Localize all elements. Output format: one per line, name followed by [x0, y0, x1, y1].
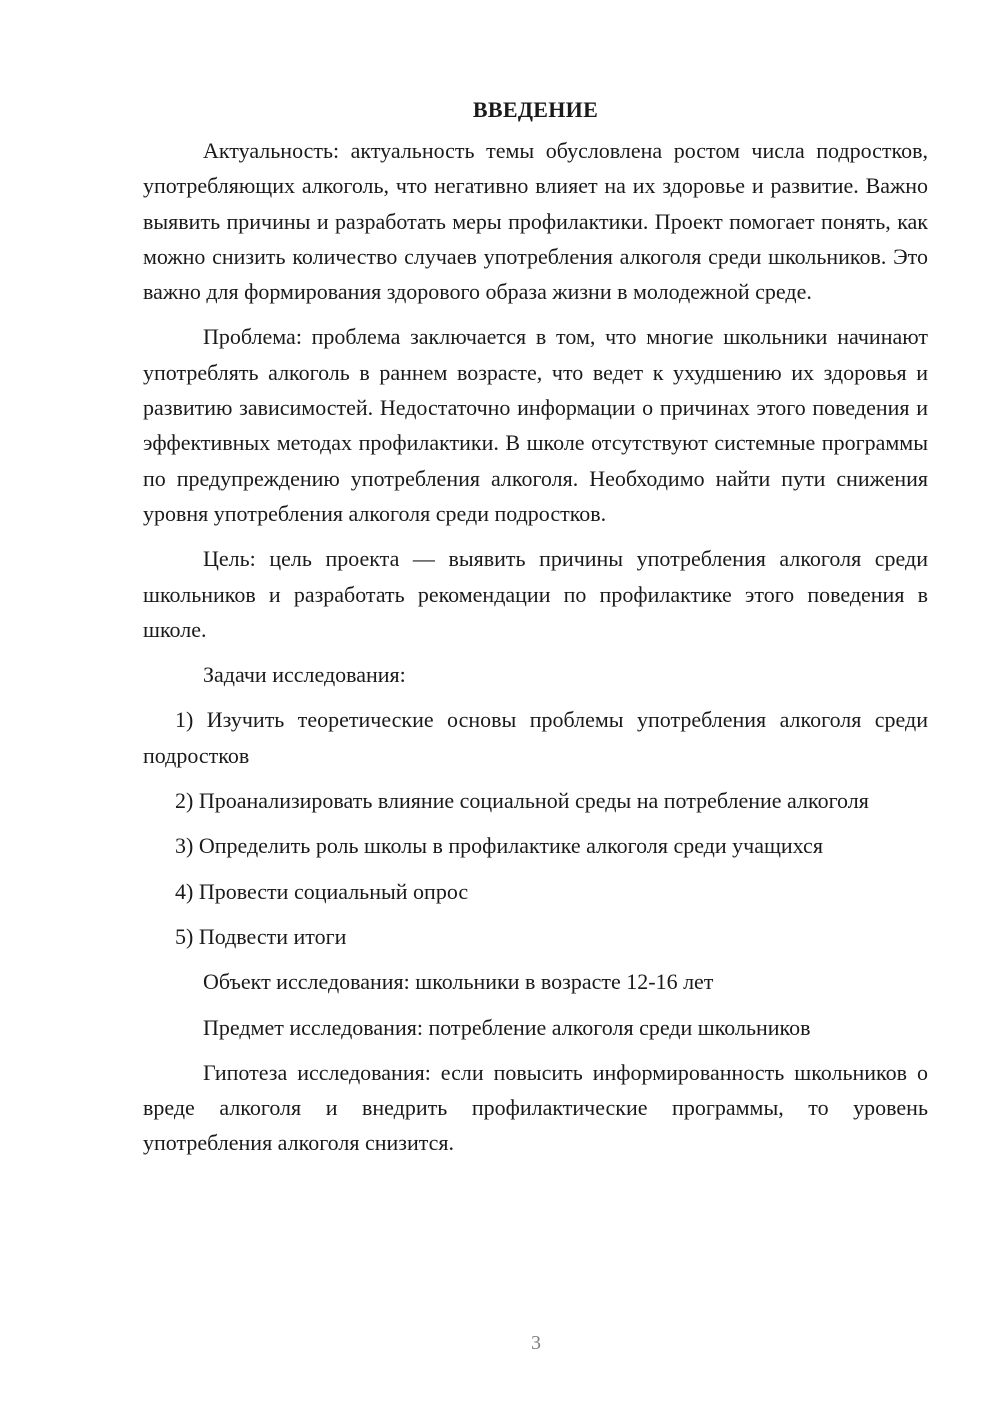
task-item-3: 3) Определить роль школы в профилактике алкоголя среди учащихся: [175, 833, 823, 859]
section-title: ВВЕДЕНИЕ: [472, 97, 599, 122]
research-hypothesis: Гипотеза исследования: если повысить информированность школьников о вреде алкоголя и внедрить профилактические программы, то уровень употребления алкоголя снизится.: [143, 1059, 928, 1156]
document-page: [143, 92, 928, 1171]
task-item-5: 5) Подвести итоги: [175, 923, 347, 949]
tasks-heading: Задачи исследования:: [203, 662, 406, 688]
research-object: Объект исследования: школьники в возрасте 12-16 лет: [203, 969, 714, 995]
paragraph-relevance: Актуальность: актуальность темы обусловлена ростом числа подростков, употребляющих алкоголь, что негативно влияет на их здоровье и развитие. Важно выявить причины и разработать меры профилактики. Проект помогает понять, как можно снизить количество случаев употребления алкоголя среди школьников. Это важно для формирования здорового образа жизни в молодежной среде.: [143, 138, 928, 305]
task-item-4: 4) Провести социальный опрос: [175, 878, 469, 904]
research-subject: Предмет исследования: потребление алкоголя среди школьников: [203, 1014, 811, 1040]
task-item-2: 2) Проанализировать влияние социальной среды на потребление алкоголя: [175, 788, 869, 814]
page-number: 3: [531, 1332, 541, 1354]
task-item-1: 1) Изучить теоретические основы проблемы употребления алкоголя среди подростков: [143, 707, 928, 768]
paragraph-problem: Проблема: проблема заключается в том, что многие школьники начинают употреблять алкоголь в раннем возрасте, что ведет к ухудшению их здоровья и развитию зависимостей. Недостаточно информации о причинах этого поведения и эффективных методах профилактики. В школе отсутствуют системные программы по предупреждению употребления алкоголя. Необходимо найти пути снижения уровня употребления алкоголя среди подростков.: [143, 324, 928, 526]
paragraph-goal: Цель: цель проекта — выявить причины употребления алкоголя среди школьников и разработать рекомендации по профилактике этого поведения в школе.: [143, 546, 928, 642]
